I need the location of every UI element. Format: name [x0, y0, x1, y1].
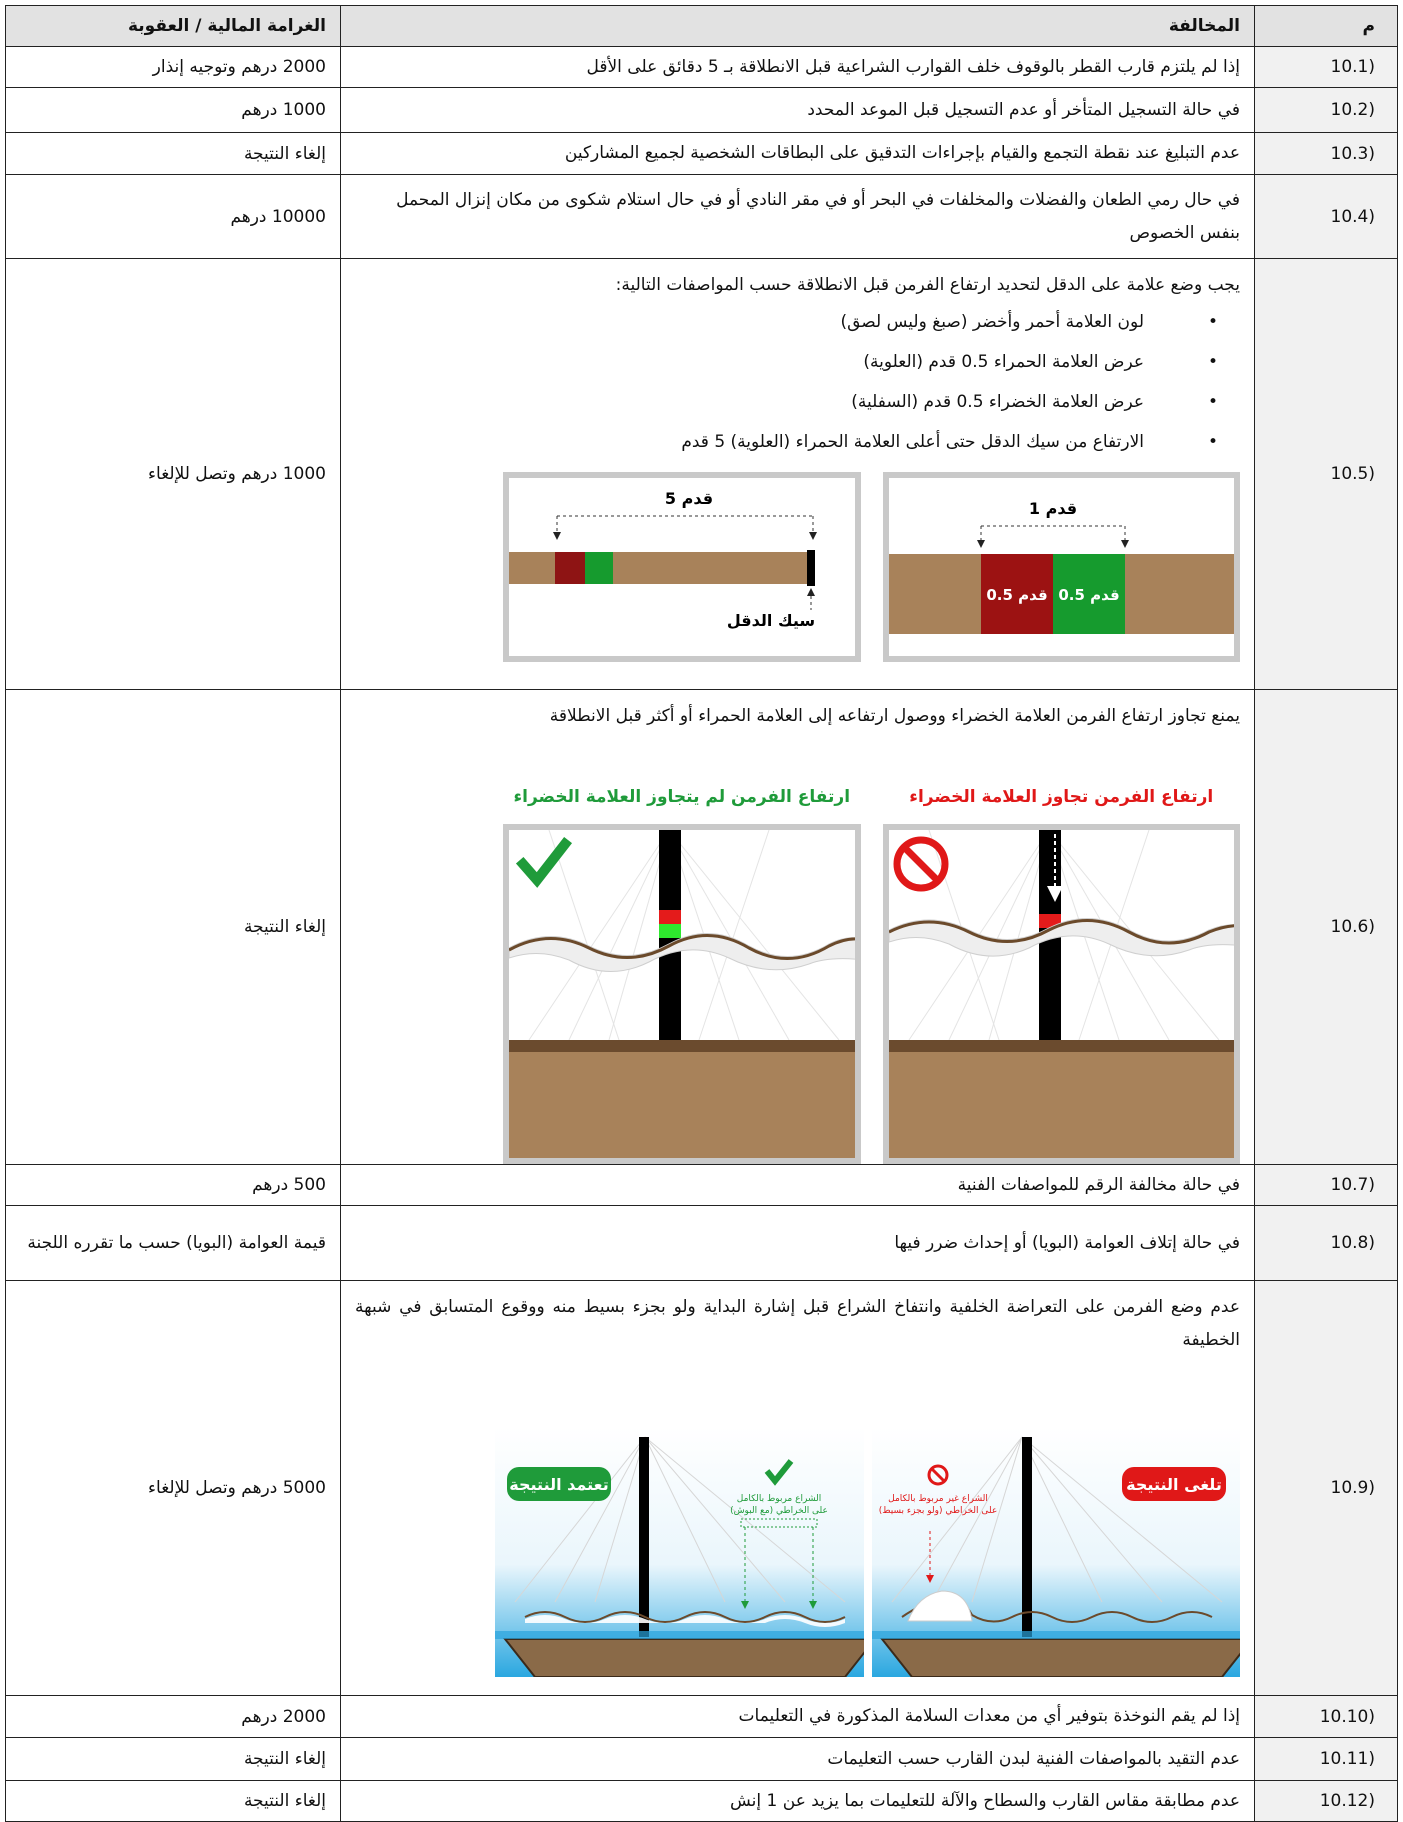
table-row: [6, 47, 1398, 88]
green-mark: [585, 552, 613, 584]
label-green-width: 0.5 قدم: [1057, 586, 1120, 604]
row-num: (10.11: [1255, 1738, 1398, 1781]
header-violation: المخالفة: [341, 6, 1255, 47]
row-penalty: 500 درهم: [6, 1165, 341, 1206]
row-penalty: 2000 درهم: [6, 1696, 341, 1738]
row-num: (10.1: [1255, 47, 1398, 88]
mast: [1022, 1437, 1032, 1637]
untied-note-2: على الخراطي (ولو بجزء بسيط): [878, 1506, 997, 1516]
no-entry-icon: [897, 840, 945, 888]
deck: [889, 1052, 1241, 1158]
row-violation: إذا لم يلتزم قارب القطر بالوقوف خلف القوارب الشراعية قبل الانطلاقة بـ 5 دقائق على الأقل: [341, 47, 1255, 88]
row-num: (10.10: [1255, 1696, 1398, 1738]
row-violation: عدم وضع الفرمن على التعراضة الخلفية وانتفاخ الشراع قبل إشارة البداية ولو بجزء بسيط منه ووقوع المتسابق في شبهة الخطيفة: [355, 1297, 1240, 1350]
label-1ft: 1 قدم: [1028, 499, 1077, 518]
row-num: (10.3: [1255, 133, 1398, 175]
row-penalty: إلغاء النتيجة: [6, 690, 341, 1165]
row-violation: في حالة مخالفة الرقم للمواصفات الفنية: [341, 1165, 1255, 1206]
mast: [639, 1437, 649, 1637]
deck-edge: [509, 1040, 861, 1052]
tied-note-2: على الخراطي (مع البوش): [730, 1506, 828, 1516]
tied-note-1: الشراع مربوط بالكامل: [736, 1494, 822, 1504]
spec-item: • عرض العلامة الحمراء 0.5 قدم (العلوية): [355, 342, 1240, 382]
row-violation: في حالة إتلاف العوامة (البويا) أو إحداث ضرر فيها: [341, 1206, 1255, 1281]
table-row: [6, 1165, 1398, 1206]
mast-5ft-diagram: [503, 472, 861, 662]
hull: [505, 1639, 864, 1677]
spec-item: • عرض العلامة الخضراء 0.5 قدم (السفلية): [355, 382, 1240, 422]
row-violation: يمنع تجاوز ارتفاع الفرمن العلامة الخضراء ووصول ارتفاعه إلى العلامة الحمراء أو أكثر قبل الانطلاقة: [549, 706, 1240, 726]
row-violation: في حالة التسجيل المتأخر أو عدم التسجيل قبل الموعد المحدد: [341, 88, 1255, 133]
sail-tie-diagrams: [355, 1427, 1240, 1677]
heading-exceeded: ارتفاع الفرمن تجاوز العلامة الخضراء: [909, 787, 1214, 807]
row-violation: في حال رمي الطعان والفضلات والمخلفات في البحر أو في مقر النادي أو في حال استلام شكوى من مكان إنزال المحمل بنفس الخصوص: [341, 175, 1255, 259]
red-mark: [555, 552, 585, 584]
table-row: [6, 1696, 1398, 1738]
row-violation: عدم مطابقة مقاس القارب والسطاح والآلة للتعليمات بما يزيد عن 1 إنش: [341, 1781, 1255, 1822]
row-penalty: 1000 درهم: [6, 88, 341, 133]
row-num: (10.8: [1255, 1206, 1398, 1281]
mast-body: [509, 552, 813, 584]
label-red-width: 0.5 قدم: [985, 586, 1048, 604]
table-header-row: [6, 6, 1398, 47]
row-num: (10.12: [1255, 1781, 1398, 1822]
row-num: (10.6: [1255, 690, 1398, 1165]
table-row: [6, 1738, 1398, 1781]
table-row: [6, 1281, 1398, 1696]
row-num: (10.7: [1255, 1165, 1398, 1206]
table-row: [6, 88, 1398, 133]
penalties-table: [5, 5, 1398, 1822]
row-penalty: إلغاء النتيجة: [6, 133, 341, 175]
spec-item: • الارتفاع من سيك الدقل حتى أعلى العلامة الحمراء (العلوية) 5 قدم: [355, 422, 1240, 462]
mast-base: [807, 550, 815, 586]
row-violation: عدم التبليغ عند نقطة التجمع والقيام بإجراءات التدقيق على البطاقات الشخصية لجميع المشاركين: [341, 133, 1255, 175]
check-icon: [523, 844, 565, 880]
header-num: م: [1255, 6, 1398, 47]
header-penalty: الغرامة المالية / العقوبة: [6, 6, 341, 47]
table-row: [6, 1206, 1398, 1281]
row-penalty: إلغاء النتيجة: [6, 1781, 341, 1822]
row-penalty: 10000 درهم: [6, 175, 341, 259]
row-penalty: إلغاء النتيجة: [6, 1738, 341, 1781]
sail-untied-diagram: [872, 1427, 1241, 1677]
deck-edge: [889, 1040, 1241, 1052]
deck: [509, 1052, 861, 1158]
row-penalty: قيمة العوامة (البويا) حسب ما تقرره اللجنة: [6, 1206, 341, 1281]
heading-not-exceeded: ارتفاع الفرمن لم يتجاوز العلامة الخضراء: [513, 787, 851, 807]
spec-list: [355, 302, 1240, 462]
row-num: (10.2: [1255, 88, 1398, 133]
mast-mark-diagrams: [355, 472, 1240, 662]
green-mark: [659, 924, 681, 938]
table-row: [6, 690, 1398, 1165]
table-row: [6, 1781, 1398, 1822]
table-row: [6, 133, 1398, 175]
row-num: (10.4: [1255, 175, 1398, 259]
label-5ft: 5 قدم: [664, 489, 714, 508]
row-violation-cell: [341, 259, 1255, 690]
row-num: (10.5: [1255, 259, 1398, 690]
table-row: [6, 175, 1398, 259]
row-num: (10.9: [1255, 1281, 1398, 1696]
table-row: [6, 259, 1398, 690]
label-mast-base: سيك الدقل: [726, 611, 816, 630]
row-violation: عدم التقيد بالمواصفات الفنية لبدن القارب حسب التعليمات: [341, 1738, 1255, 1781]
red-mark: [659, 910, 681, 924]
row-violation: يجب وضع علامة على الدقل لتحديد ارتفاع الفرمن قبل الانطلاقة حسب المواصفات التالية:: [615, 275, 1240, 295]
result-approved-label: تعتمد النتيجة: [509, 1475, 609, 1494]
sail-height-diagrams: [355, 824, 1240, 1164]
sail-tied-diagram: [495, 1427, 864, 1677]
row-violation-cell: [341, 690, 1255, 1165]
row-penalty: 2000 درهم وتوجيه إنذار: [6, 47, 341, 88]
comparison-headings: [355, 781, 1240, 814]
row-violation: إذا لم يقم النوخذة بتوفير أي من معدات السلامة المذكورة في التعليمات: [341, 1696, 1255, 1738]
hull: [882, 1639, 1241, 1677]
sail-bad-diagram: [883, 824, 1241, 1164]
spec-item: • لون العلامة أحمر وأخضر (صبغ وليس لصق): [355, 302, 1240, 342]
untied-note-1: الشراع غير مربوط بالكامل: [887, 1494, 988, 1504]
row-penalty: 1000 درهم وتصل للإلغاء: [6, 259, 341, 690]
result-cancelled-label: تلغى النتيجة: [1125, 1475, 1222, 1494]
mark-1ft-diagram: [883, 472, 1241, 662]
sail-ok-diagram: [503, 824, 861, 1164]
row-violation-cell: [341, 1281, 1255, 1696]
row-penalty: 5000 درهم وتصل للإلغاء: [6, 1281, 341, 1696]
